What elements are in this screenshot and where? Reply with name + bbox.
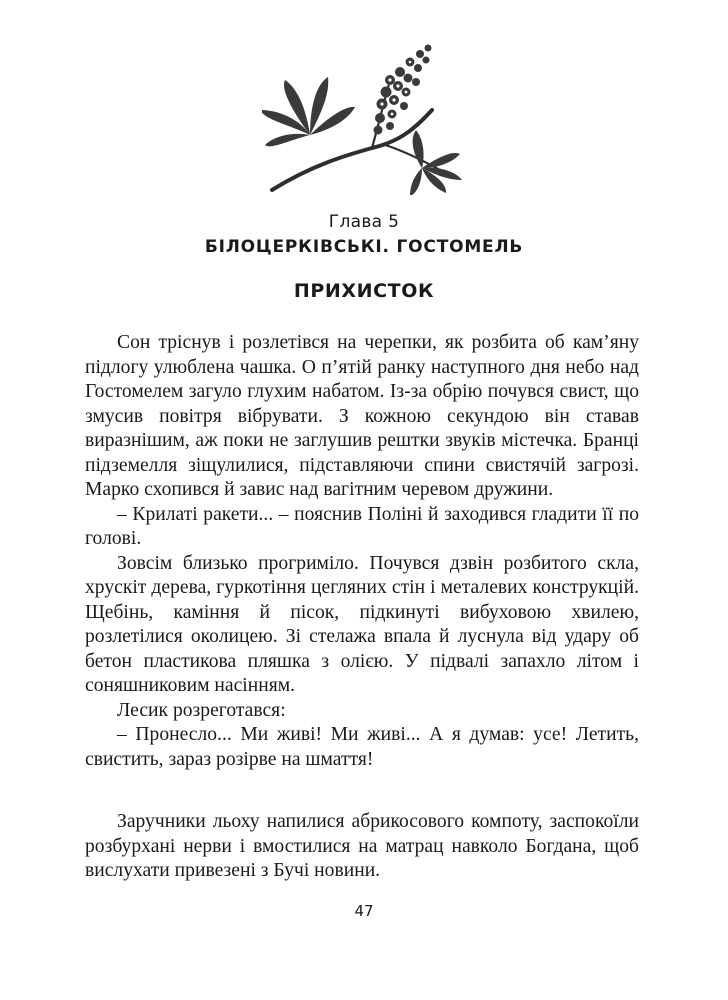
paragraph: – Пронесло... Ми живі! Ми живі... А я думав: усе! Летить, свистить, зараз розірве на шмаття! bbox=[85, 724, 639, 770]
paragraph: Заручники льоху напилися абрикосового компоту, заспокоїли розбурхані нерви і вмостилися на матрац навколо Богдана, щоб вислухати привезені з Бучі новини. bbox=[85, 811, 639, 881]
paragraph: – Крилаті ракети... – пояснив Поліні й заходився гладити її по голові. bbox=[85, 503, 639, 549]
page-number: 47 bbox=[354, 902, 374, 920]
chapter-title: БІЛОЦЕРКІВСЬКІ. ГОСТОМЕЛЬ bbox=[204, 237, 524, 257]
chapter-body bbox=[85, 331, 639, 884]
paragraph: Сон тріснув і розлетівся на черепки, як розбита об кам’яну підлогу улюблена чашка. О п’ятій ранку наступного дня небо над Гостомелем загуло глухим набатом. Із-за обрію почувся свист, що змусив повітря вібрувати. З кожною секундою він ставав виразнішим, аж поки не заглушив рештки звуків містечка. Бранці підземелля зіщулилися, підставляючи спини свистячій загрозі. Марко схопився й завис над вагітним черевом дружини. bbox=[85, 332, 639, 500]
chestnut-branch-illustration bbox=[262, 40, 462, 195]
section-break bbox=[85, 772, 639, 810]
section-title: ПРИХИСТОК bbox=[293, 280, 435, 302]
chapter-label: Глава 5 bbox=[328, 212, 400, 232]
paragraph: Лесик розреготався: bbox=[117, 699, 286, 721]
paragraph: Зовсім близько прогриміло. Почувся дзвін розбитого скла, хрускіт дерева, гуркотіння цегляних стін і металевих конструкцій. Щебінь, каміння й пісок, підкинуті вибуховою хвилею, розлетілися околицею. Зі стелажа впала й луснула від удару об бетон пластикова пляшка з олією. У підвалі запахло літом і соняшниковим насінням. bbox=[85, 552, 639, 696]
